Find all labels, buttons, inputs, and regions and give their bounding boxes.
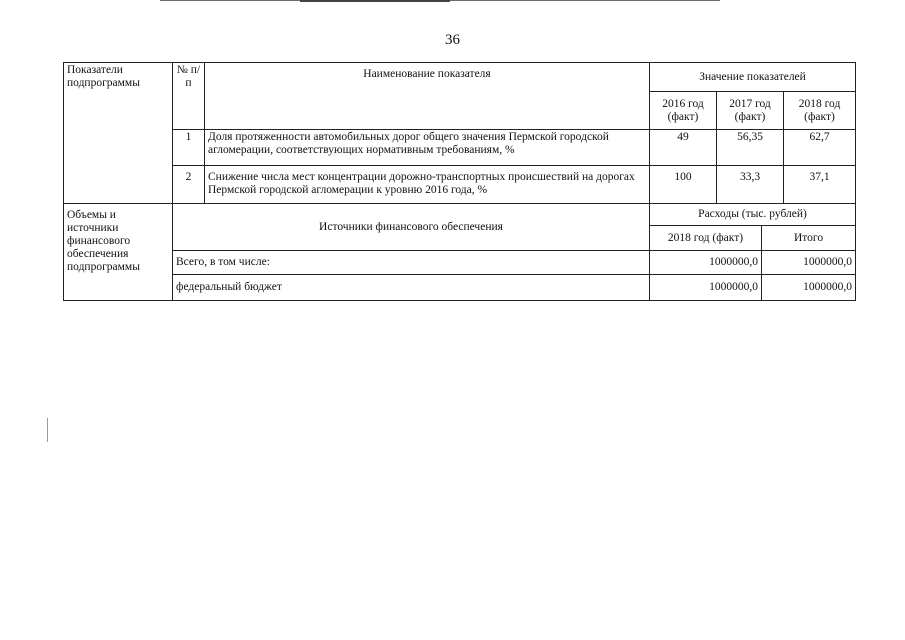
expenses-header: Расходы (тыс. рублей): [650, 204, 856, 226]
indicator-row: [64, 130, 856, 166]
financing-header-row: [64, 204, 856, 226]
year-header-2017: 2017 год (факт): [717, 92, 784, 130]
financing-source: Всего, в том числе:: [173, 251, 650, 275]
financing-total-value: 1000000,0: [762, 275, 856, 301]
passport-table: [63, 62, 856, 301]
year-2018-header: 2018 год (факт): [650, 226, 762, 251]
indicator-row: [64, 166, 856, 204]
financing-year-value: 1000000,0: [650, 251, 762, 275]
indicators-label-cell-cont: [64, 92, 173, 130]
total-header: Итого: [762, 226, 856, 251]
num-header: № п/п: [173, 63, 205, 130]
scan-edge-mark: [300, 0, 450, 4]
indicator-value-2017: 33,3: [717, 166, 784, 204]
scan-edge-mark: [47, 418, 48, 442]
indicator-value-2016: 100: [650, 166, 717, 204]
indicator-num: 1: [173, 130, 205, 166]
indicator-value-2016: 49: [650, 130, 717, 166]
financing-row: [64, 251, 856, 275]
indicators-label-cell: Показатели подпрограммы: [64, 63, 173, 92]
indicator-num: 2: [173, 166, 205, 204]
indicator-value-2018: 62,7: [784, 130, 856, 166]
financing-row: [64, 275, 856, 301]
year-header-2018: 2018 год (факт): [784, 92, 856, 130]
values-header: Значение показателей: [650, 63, 856, 92]
indicator-value-2018: 37,1: [784, 166, 856, 204]
name-header: Наименование показателя: [205, 63, 650, 130]
indicator-value-2017: 56,35: [717, 130, 784, 166]
financing-total-value: 1000000,0: [762, 251, 856, 275]
sources-header: Источники финансового обеспечения: [173, 204, 650, 251]
indicators-header-row: [64, 63, 856, 92]
page-number: 36: [445, 32, 460, 48]
year-header-2016: 2016 год (факт): [650, 92, 717, 130]
financing-source: федеральный бюджет: [173, 275, 650, 301]
financing-label-cell: Объемы и источники финансового обеспечения подпрограммы: [64, 204, 173, 301]
indicators-label-cell-cont: [64, 166, 173, 204]
financing-year-value: 1000000,0: [650, 275, 762, 301]
indicators-label-cell-cont: [64, 130, 173, 166]
indicator-name: Снижение числа мест концентрации дорожно-транспортных происшествий на дорогах Пермской городской агломерации к уровню 2016 года, %: [205, 166, 650, 204]
indicator-name: Доля протяженности автомобильных дорог общего значения Пермской городской агломерации, соответствующих нормативным требованиям, %: [205, 130, 650, 166]
